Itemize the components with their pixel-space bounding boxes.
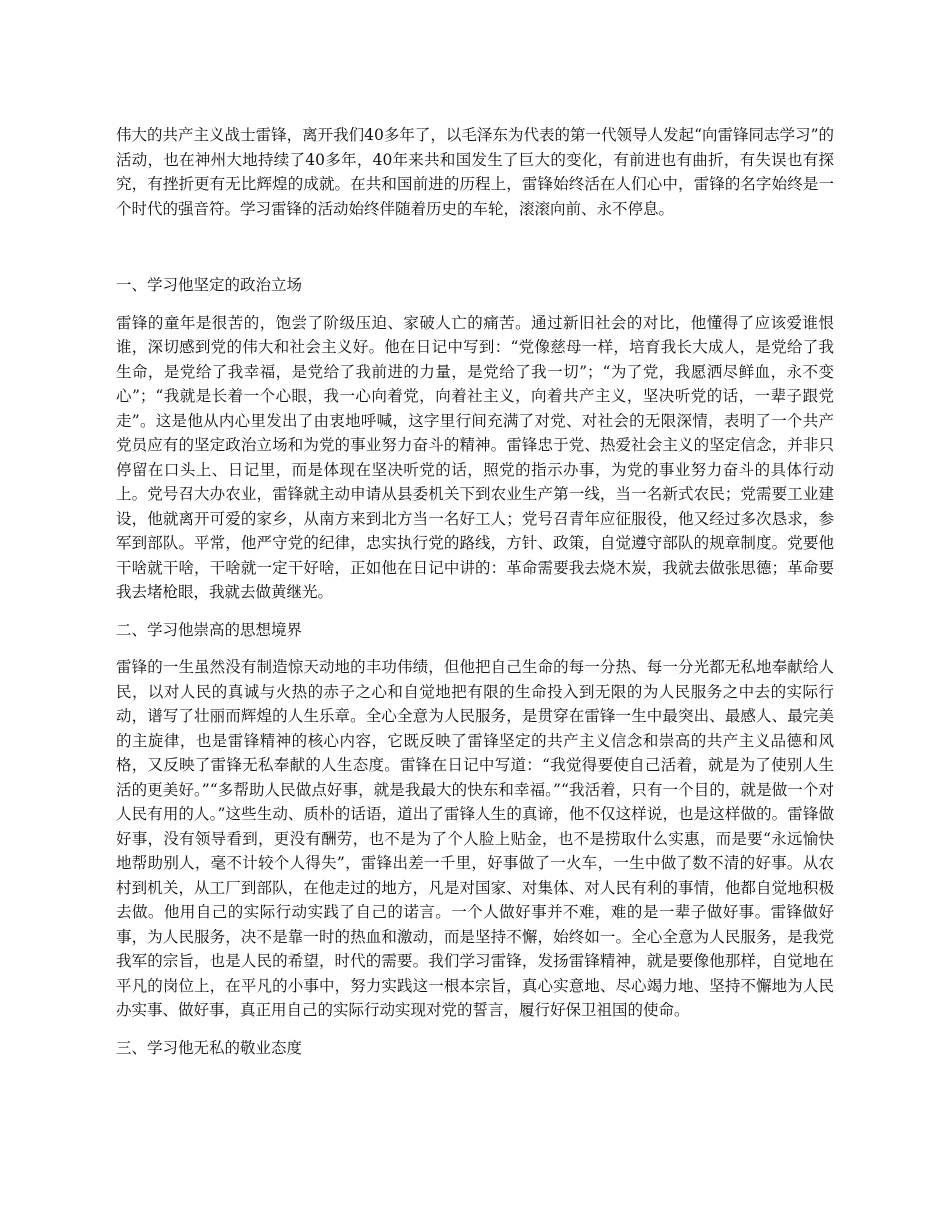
- section-body-2: 雷锋的一生虽然没有制造惊天动地的丰功伟绩，但他把自己生命的每一分热、每一分光都无私地奉献给人民，以对人民的真诚与火热的赤子之心和自觉地把有限的生命投入到无限的为人民服务之中去的实际行动，谱写了壮丽而辉煌的人生乐章。全心全意为人民服务，是贯穿在雷锋一生中最突出、最感人、最完美的主旋律，也是雷锋精神的核心内容，它既反映了雷锋坚定的共产主义信念和崇高的共产主义品德和风格，又反映了雷锋无私奉献的人生态度。雷锋在日记中写道：“我觉得要使自己活着，就是为了使别人生活的更美好。”“多帮助人民做点好事，就是我最大的快东和幸福。”“我活着，只有一个目的，就是做一个对人民有用的人。”这些生动、质朴的话语，道出了雷锋人生的真谛，他不仅这样说，也是这样做的。雷锋做好事，没有领导看到，更没有酬劳，也不是为了个人脸上贴金，也不是捞取什么实惠，而是要“永远愉快地帮助别人，毫不计较个人得失”，雷锋出差一千里，好事做了一火车，一生中做了数不清的好事。从农村到机关，从工厂到部队，在他走过的地方，凡是对国家、对集体、对人民有利的事情，他都自觉地积极去做。他用自己的实际行动实践了自己的诺言。一个人做好事并不难，难的是一辈子做好事。雷锋做好事，为人民服务，决不是靠一时的热血和激动，而是坚持不懈，始终如一。全心全意为人民服务，是我党我军的宗旨，也是人民的希望，时代的需要。我们学习雷锋，发扬雷锋精神，就是要像他那样，自觉地在平凡的岗位上，在平凡的小事中，努力实践这一根本宗旨，真心实意地、尽心竭力地、坚持不懈地为人民办实事、做好事，真正用自己的实际行动实现对党的誓言，履行好保卫祖国的使命。: [116, 658, 834, 1019]
- section-body-1: 雷锋的童年是很苦的，饱尝了阶级压迫、家破人亡的痛苦。通过新旧社会的对比，他懂得了应该爱谁恨谁，深切感到党的伟大和社会主义好。他在日记中写到：“党像慈母一样，培育我长大成人，是党给了我生命，是党给了我幸福，是党给了我前进的力量，是党给了我一切”；“为了党，我愿洒尽鲜血，永不变心”；“我就是长着一个心眼，我一心向着党，向着社主义，向着共产主义，坚决听党的话，一辈子跟党走”。这是他从内心里发出了由衷地呼喊，这字里行间充满了对党、对社会的无限深情，表明了一个共产党员应有的坚定政治立场和为党的事业努力奋斗的精神。雷锋忠于党、热爱社会主义的坚定信念，并非只停留在口头上、日记里，而是体现在坚决听党的话，照党的指示办事，为党的事业努力奋斗的具体行动上。党号召大办农业，雷锋就主动申请从县委机关下到农业生产第一线，当一名新式农民；党需要工业建设，他就离开可爱的家乡，从南方来到北方当一名好工人；党号召青年应征服役，他又经过多次恳求，参军到部队。平常，他严守党的纪律，忠实执行党的路线，方针、政策，自觉遵守部队的规章制度。党要他干啥就干啥，干啥就一定干好啥，正如他在日记中讲的：革命需要我去烧木炭，我就去做张思德；革命要我去堵枪眼，我就去做黄继光。: [116, 313, 834, 601]
- section-heading-2: 二、学习他崇高的思想境界: [116, 620, 303, 639]
- document-page: [116, 123, 834, 1073]
- intro-paragraph: 伟大的共产主义战士雷锋，离开我们40多年了，以毛泽东为代表的第一代领导人发起“向雷锋同志学习”的活动，也在神州大地持续了40多年，40年来共和国发生了巨大的变化，有前进也有曲折，有失误也有探究，有挫折更有无比辉煌的成就。在共和国前进的历程上，雷锋始终活在人们心中，雷锋的名字始终是一个时代的强音符。学习雷锋的活动始终伴随着历史的车轮，滚滚向前、永不停息。: [116, 126, 834, 218]
- section-heading-3: 三、学习他无私的敬业态度: [116, 1038, 303, 1057]
- section-heading-1: 一、学习他坚定的政治立场: [116, 276, 303, 294]
